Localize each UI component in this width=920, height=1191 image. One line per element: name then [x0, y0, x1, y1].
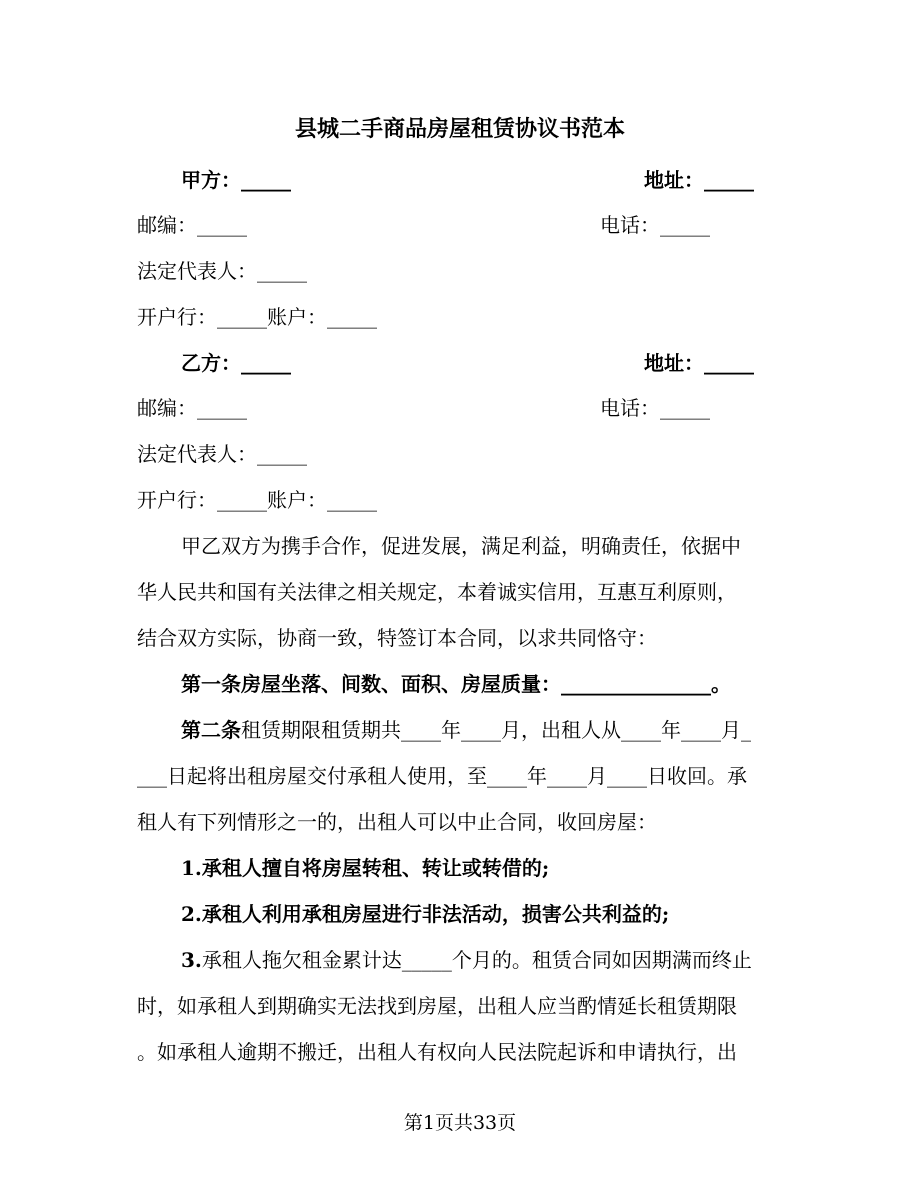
party-a-address: 地址：_____ [644, 168, 754, 192]
article-2-heading: 第二条 [181, 718, 241, 742]
intro-line: 结合双方实际，协商一致，特签订本合同，以求共同恪守： [137, 626, 657, 650]
item-3-number: 3. [181, 948, 202, 972]
party-b-legal-rep: 法定代表人：_____ [137, 442, 307, 466]
item-1: 1.承租人擅自将房屋转租、转让或转借的; [181, 856, 550, 880]
article-2-line-3: 租人有下列情形之一的，出租人可以中止合同，收回房屋： [137, 810, 657, 834]
party-a-name: 甲方：_____ [181, 168, 291, 192]
page-number: 第1页共33页 [403, 1112, 517, 1134]
party-b-name: 乙方：_____ [181, 351, 291, 375]
party-b-postcode: 邮编：_____ [137, 396, 247, 420]
party-a-phone: 电话：_____ [600, 213, 710, 237]
party-b-phone: 电话：_____ [600, 396, 710, 420]
party-a-legal-rep: 法定代表人：_____ [137, 259, 307, 283]
item-2: 2.承租人利用承租房屋进行非法活动，损害公共利益的; [181, 902, 670, 926]
article-1: 第一条房屋坐落、间数、面积、房屋质量：_______________。 [181, 672, 731, 696]
article-2-text: 租赁期限租赁期共____年____月，出租人从____年____月_ [241, 718, 751, 742]
party-b-address: 地址：_____ [644, 351, 754, 375]
article-2-line-1 [181, 716, 751, 744]
item-3-line-2: 时，如承租人到期确实无法找到房屋，出租人应当酌情延长租赁期限 [137, 994, 737, 1018]
item-3-text: 承租人拖欠租金累计达_____个月的。租赁合同如因期满而终止 [201, 948, 752, 972]
party-a-postcode: 邮编：_____ [137, 213, 247, 237]
document-title: 县城二手商品房屋租赁协议书范本 [294, 116, 625, 142]
party-b-bank: 开户行：_____账户：_____ [137, 488, 377, 512]
article-2-line-2: ___日起将出租房屋交付承租人使用，至____年____月____日收回。承 [137, 764, 747, 788]
item-3-line-3: 。如承租人逾期不搬迁，出租人有权向人民法院起诉和申请执行，出 [137, 1040, 737, 1064]
item-3-line-1 [181, 946, 752, 974]
party-a-bank: 开户行：_____账户：_____ [137, 305, 377, 329]
intro-line: 华人民共和国有关法律之相关规定，本着诚实信用，互惠互利原则， [137, 580, 737, 604]
intro-line: 甲乙双方为携手合作，促进发展，满足利益，明确责任，依据中 [181, 534, 741, 558]
